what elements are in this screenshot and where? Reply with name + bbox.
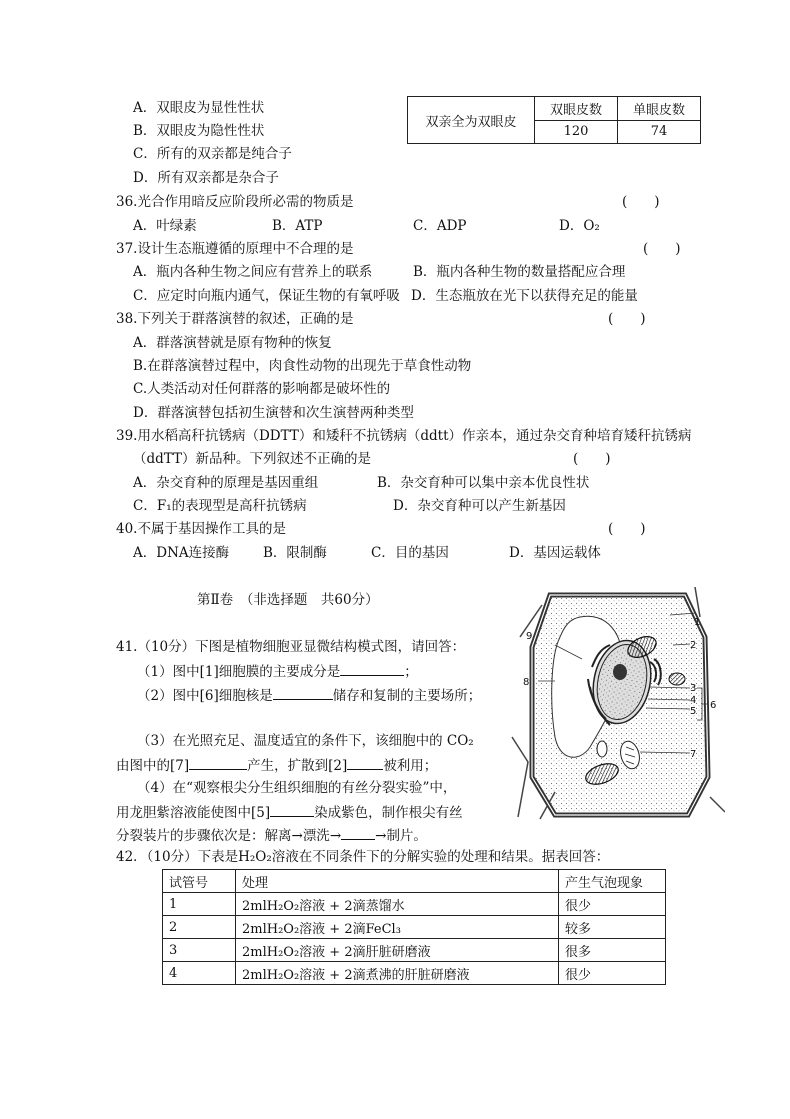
- q35-table-row-label: 双亲全为双眼皮: [408, 97, 535, 144]
- label-7: 7: [690, 749, 697, 760]
- table-row: [163, 916, 666, 939]
- table-cell: 2mlH₂O₂溶液 + 2滴肝脏研磨液: [236, 939, 559, 962]
- q39-stem-line2: （ddTT）新品种。下列叙述不正确的是: [133, 451, 372, 467]
- q40-option-c: C．目的基因: [371, 545, 449, 561]
- q38-answer-paren: ( ): [608, 311, 646, 327]
- section-2-heading: 第Ⅱ卷 （非选择题 共60分）: [197, 592, 379, 608]
- q40-option-a: A．DNA连接酶: [133, 545, 230, 561]
- q40-answer-paren: ( ): [608, 521, 646, 537]
- table-cell: 3: [163, 939, 236, 962]
- table-cell: 2mlH₂O₂溶液 + 2滴蒸馏水: [236, 893, 559, 916]
- q41-part4-line3: [116, 825, 427, 845]
- mitochondrion: [597, 741, 607, 757]
- q38-option-c: C.人类活动对任何群落的影响都是破坏性的: [133, 381, 391, 397]
- label-1: 1: [694, 617, 701, 628]
- q41-part4-text: 用龙胆紫溶液能使图中[5]: [116, 805, 271, 821]
- q35-option-c: C．所有的双亲都是纯合子: [133, 146, 292, 162]
- q41-part1-text: （1）图中[1]细胞膜的主要成分是: [137, 664, 341, 680]
- q40-option-b: B．限制酶: [263, 545, 327, 561]
- q36-option-b: B．ATP: [272, 218, 323, 234]
- table-cell: 2mlH₂O₂溶液 + 2滴FeCl₃: [236, 916, 559, 939]
- q35-option-b: B．双眼皮为隐性性状: [133, 123, 265, 139]
- q41-part4-steps: 分裂装片的步骤依次是：解离: [116, 828, 292, 844]
- q36-option-d: D．O₂: [559, 218, 600, 234]
- q41-part1: [137, 661, 418, 681]
- table-header-bubbles: 产生气泡现象: [559, 870, 666, 893]
- q39-option-b: B．杂交育种可以集中亲本优良性状: [377, 475, 590, 491]
- q41-blank-6[interactable]: [341, 825, 375, 840]
- q38-option-a: A．群落演替就是原有物种的恢复: [133, 335, 332, 351]
- q35-option-a: A．双眼皮为显性性状: [133, 100, 265, 116]
- q41-part4-line2: [116, 802, 463, 822]
- q41-part3-line1: （3）在光照充足、温度适宜的条件下，该细胞中的 CO₂: [137, 733, 474, 749]
- q41-blank-3[interactable]: [189, 755, 247, 770]
- q41-part4-line1: （4）在“观察根尖分生组织细胞的有丝分裂实验”中，: [137, 780, 457, 796]
- q35-table-header-single: 单眼皮数: [618, 97, 701, 121]
- chloroplast: [669, 673, 685, 685]
- plant-cell-diagram: [510, 587, 725, 825]
- table-row: [163, 893, 666, 916]
- q41-part3-line2: [116, 755, 437, 775]
- q41-part1-end: ；: [404, 664, 418, 680]
- table-cell: 很多: [559, 939, 666, 962]
- q41-blank-4[interactable]: [347, 755, 383, 770]
- table-row: [163, 962, 666, 985]
- q41-blank-2[interactable]: [273, 685, 333, 700]
- label-8: 8: [523, 677, 530, 688]
- label-2: 2: [690, 640, 697, 651]
- q41-step-rinse: 漂洗: [302, 828, 330, 844]
- q41-part2-end: 储存和复制的主要场所；: [332, 688, 482, 704]
- arrow-icon: →: [375, 828, 387, 844]
- q38-option-d: D．群落演替包括初生演替和次生演替两种类型: [133, 405, 414, 421]
- q38-stem: 38.下列关于群落演替的叙述，正确的是: [116, 311, 354, 327]
- q37-option-a: A．瓶内各种生物之间应有营养上的联系: [133, 264, 373, 280]
- q41-blank-1[interactable]: [340, 661, 404, 676]
- arrow-icon: →: [329, 828, 342, 844]
- q37-option-c: C．应定时向瓶内通气，保证生物的有氧呼吸: [133, 288, 400, 304]
- q39-answer-paren: ( ): [573, 451, 611, 467]
- q37-stem: 37.设计生态瓶遵循的原理中不合理的是: [116, 241, 354, 257]
- q42-stem: 42．（10分）下表是H₂O₂溶液在不同条件下的分解实验的处理和结果。据表回答：: [116, 849, 610, 865]
- q41-part3-text: 由图中的[7]: [116, 758, 190, 774]
- q36-answer-paren: ( ): [622, 194, 660, 210]
- q36-stem: 36.光合作用暗反应阶段所必需的物质是: [116, 194, 354, 210]
- q39-stem-line1: 39.用水稻高秆抗锈病（DDTT）和矮秆不抗锈病（ddtt）作亲本，通过杂交育种培育矮秆抗锈病: [116, 428, 692, 444]
- table-header-row: [163, 870, 666, 893]
- q39-option-d: D．杂交育种可以产生新基因: [393, 498, 566, 514]
- q41-part2: [137, 685, 481, 705]
- q35-option-d: D．所有双亲都是杂合子: [133, 170, 279, 186]
- table-cell: 4: [163, 962, 236, 985]
- table-cell: 很少: [559, 962, 666, 985]
- table-cell: 很少: [559, 893, 666, 916]
- q35-table-header-double: 双眼皮数: [535, 97, 618, 121]
- q37-option-b: B．瓶内各种生物的数量搭配应合理: [413, 264, 626, 280]
- label-6: 6: [710, 700, 717, 711]
- q41-part3-end: 被利用；: [383, 758, 438, 774]
- table-cell: 2mlH₂O₂溶液 + 2滴煮沸的肝脏研磨液: [236, 962, 559, 985]
- table-header-tube: 试管号: [163, 870, 236, 893]
- q41-part2-text: （2）图中[6]细胞核是: [137, 688, 273, 704]
- q36-option-c: C．ADP: [413, 218, 467, 234]
- q40-stem: 40.不属于基因操作工具的是: [116, 521, 286, 537]
- q40-option-d: D．基因运载体: [509, 545, 601, 561]
- q39-option-a: A．杂交育种的原理是基因重组: [133, 475, 319, 491]
- table-row: [163, 939, 666, 962]
- q37-option-d: D．生态瓶放在光下以获得充足的能量: [411, 288, 638, 304]
- q35-table: [407, 96, 701, 144]
- q41-stem: 41.（10分）下图是植物细胞亚显微结构模式图，请回答：: [116, 639, 466, 655]
- label-3: 3: [690, 683, 697, 694]
- q36-option-a: A．叶绿素: [133, 218, 197, 234]
- label-4: 4: [690, 695, 697, 706]
- label-9: 9: [526, 631, 533, 642]
- table-cell: 2: [163, 916, 236, 939]
- q35-table-value-single: 74: [618, 120, 701, 144]
- q41-blank-5[interactable]: [270, 802, 314, 817]
- arrow-icon: →: [291, 828, 303, 844]
- q42-table: [162, 869, 666, 985]
- q39-option-c: C．F₁的表现型是高秆抗锈病: [133, 498, 307, 514]
- q37-answer-paren: ( ): [643, 241, 681, 257]
- table-header-treatment: 处理: [236, 870, 559, 893]
- label-5: 5: [690, 706, 697, 717]
- q35-table-value-double: 120: [535, 120, 618, 144]
- q41-part3-mid: 产生，扩散到[2]: [247, 758, 348, 774]
- q41-part4-mid: 染成紫色，制作根尖有丝: [314, 805, 463, 821]
- table-cell: 较多: [559, 916, 666, 939]
- table-cell: 1: [163, 893, 236, 916]
- nucleolus: [613, 664, 627, 680]
- q41-step-mount: 制片。: [386, 828, 427, 844]
- q38-option-b: B.在群落演替过程中，肉食性动物的出现先于草食性动物: [133, 358, 472, 374]
